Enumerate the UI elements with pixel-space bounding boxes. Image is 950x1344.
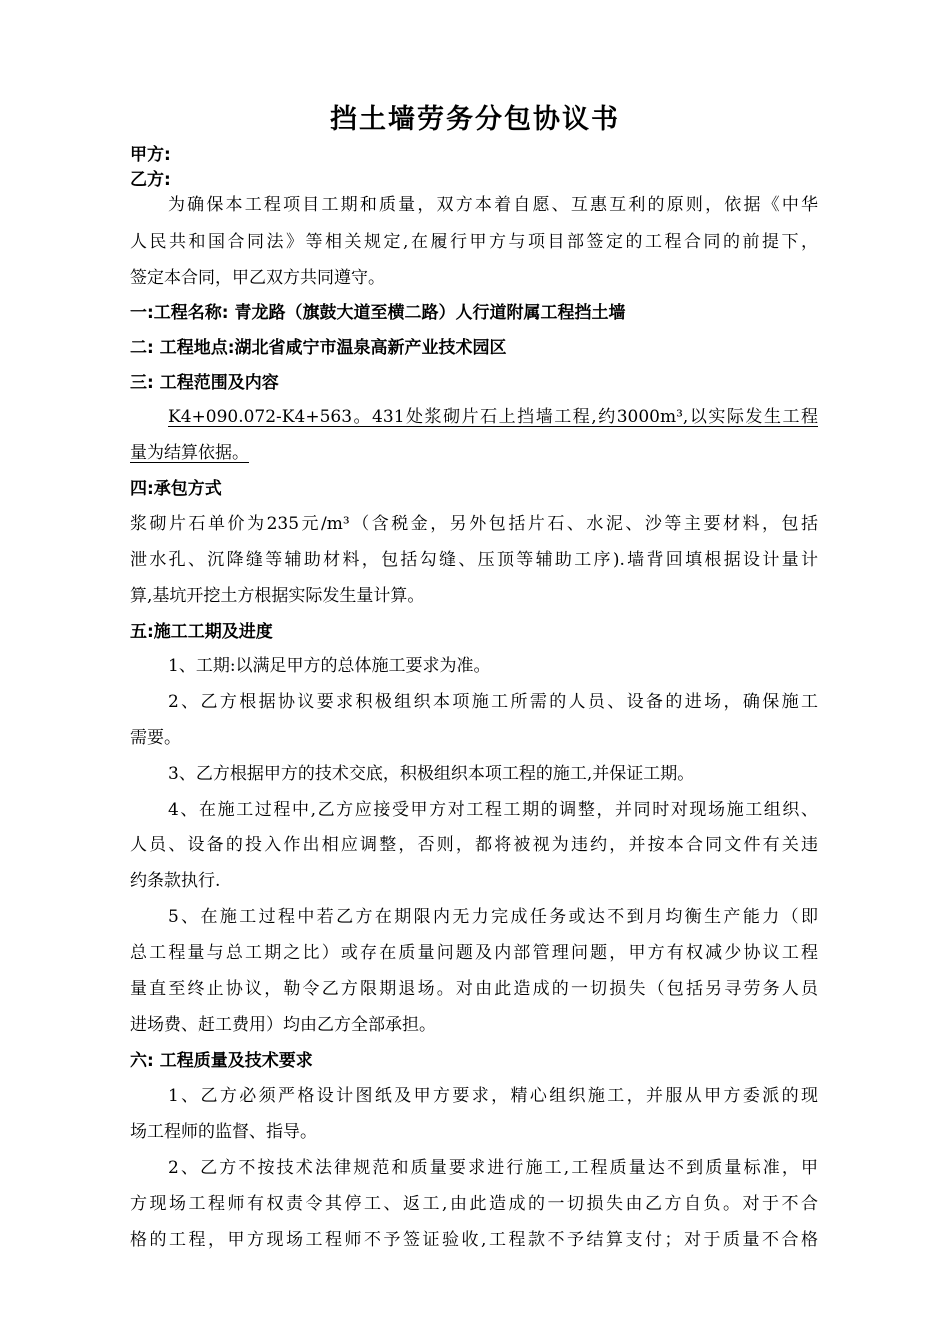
section-4-body-line: 泄水孔、沉降缝等辅助材料，包括勾缝、压顶等辅助工序).墙背回填根据设计量计 [130,550,818,570]
document-title: 挡土墙劳务分包协议书 [330,104,620,135]
section-5-item-line: 4、在施工过程中,乙方应接受甲方对工程工期的调整，并同时对现场施工组织、 [168,800,818,820]
section-5-item-line: 总工程量与总工期之比）或存在质量问题及内部管理问题，甲方有权减少协议工程 [130,943,818,963]
section-2-heading: 二: 工程地点:湖北省咸宁市温泉高新产业技术园区 [130,338,507,358]
section-5-item-line: 5、在施工过程中若乙方在期限内无力完成任务或达不到月均衡生产能力（即 [168,907,818,927]
section-6-item-line: 2、乙方不按技术法律规范和质量要求进行施工,工程质量达不到质量标准，甲 [168,1158,818,1178]
section-4-heading: 四:承包方式 [130,479,222,499]
section-5-item-line: 人员、设备的投入作出相应调整，否则，都将被视为违约，并按本合同文件有关违 [130,835,818,855]
section-4-body-line: 浆砌片石单价为235元/m³（含税金，另外包括片石、水泥、沙等主要材料，包括 [130,514,818,534]
section-5-item-line: 1、工期:以满足甲方的总体施工要求为准。 [168,656,491,676]
section-3-heading: 三: 工程范围及内容 [130,373,279,393]
party-a-label: 甲方: [130,145,171,165]
section-5-item-line: 量直至终止协议，勒令乙方限期退场。对由此造成的一切损失（包括另寻劳务人员 [130,979,818,999]
section-5-item-line: 约条款执行. [130,871,221,891]
section-5-item-line: 需要。 [130,728,181,748]
section-6-item-line: 格的工程，甲方现场工程师不予签证验收,工程款不予结算支付；对于质量不合格 [130,1230,818,1250]
section-5-item-line: 2、乙方根据协议要求积极组织本项施工所需的人员、设备的进场，确保施工 [168,692,818,712]
section-6-item-line: 1、乙方必须严格设计图纸及甲方要求，精心组织施工，并服从甲方委派的现 [168,1086,818,1106]
intro-line: 人民共和国合同法》等相关规定,在履行甲方与项目部签定的工程合同的前提下， [130,232,818,252]
section-5-item-line: 3、乙方根据甲方的技术交底，积极组织本项工程的施工,并保证工期。 [168,764,695,784]
party-b-label: 乙方: [130,170,171,190]
section-5-item-line: 进场费、赶工费用）均由乙方全部承担。 [130,1015,436,1035]
intro-line: 为确保本工程项目工期和质量，双方本着自愿、互惠互利的原则，依据《中华 [168,195,818,215]
section-6-heading: 六: 工程质量及技术要求 [130,1051,313,1071]
section-1-heading: 一:工程名称: 青龙路（旗鼓大道至横二路）人行道附属工程挡土墙 [130,303,626,323]
section-6-item-line: 方现场工程师有权责令其停工、返工,由此造成的一切损失由乙方自负。对于不合 [130,1194,818,1214]
section-4-body-line: 算,基坑开挖土方根据实际发生量计算。 [130,586,425,606]
section-3-body-line: 量为结算依据。 [130,443,249,463]
section-6-item-line: 场工程师的监督、指导。 [130,1122,317,1142]
section-3-body-line: K4+090.072-K4+563。431处浆砌片石上挡墙工程,约3000m³,以实际发生工程 [168,407,818,427]
intro-line: 签定本合同，甲乙双方共同遵守。 [130,268,385,288]
section-5-heading: 五:施工工期及进度 [130,622,273,642]
